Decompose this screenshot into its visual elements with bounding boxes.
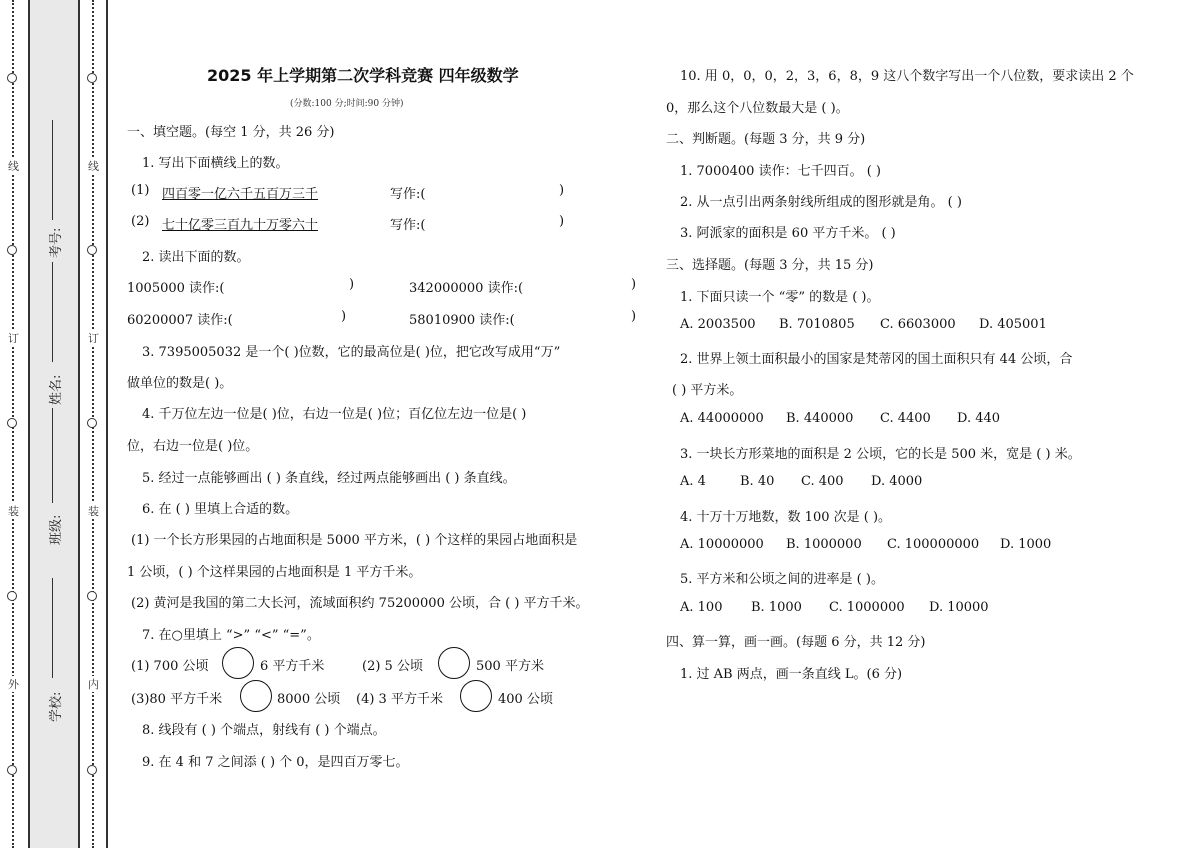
draw-q1-stem: 1. 过 AB 两点，画一条直线 L。(6 分): [680, 667, 903, 682]
choice-q4-option-d[interactable]: D. 1000: [1000, 537, 1052, 552]
q2-item-1: 1005000 读作:(: [127, 281, 225, 296]
exam-subtitle: (分数:100 分;时间:90 分钟): [290, 99, 404, 109]
choice-q3-option-d[interactable]: D. 4000: [871, 474, 923, 489]
choice-q2-line-2: ( ) 平方米。: [672, 383, 743, 398]
choice-q3-option-b[interactable]: B. 40: [740, 474, 775, 489]
outer-mark-wai: 外: [8, 678, 19, 691]
inner-hole-mark: [87, 591, 97, 601]
q7-item-1-compare-circle[interactable]: [222, 647, 254, 679]
choice-q1-option-d[interactable]: D. 405001: [979, 317, 1047, 332]
q10-line-2: 0，那么这个八位数最大是 ( )。: [666, 101, 849, 116]
outer-hole-mark: [7, 765, 17, 775]
q1b-number-text: 七十亿零三百九十万零六十: [162, 218, 319, 233]
q7-item-3-left: (3)80 平方千米: [131, 692, 223, 707]
q1b-prefix: (2): [131, 214, 150, 229]
choice-q3-option-a[interactable]: A. 4: [680, 474, 706, 489]
binding-strip: [0, 0, 108, 848]
q1a-prefix: (1): [131, 183, 150, 198]
choice-q4-option-a[interactable]: A. 10000000: [680, 537, 764, 552]
outer-mark-zhuang: 装: [8, 505, 19, 518]
outer-mark-xian: 线: [8, 160, 19, 173]
inner-mark-xian: 线: [88, 160, 99, 173]
q3-line-1: 3. 7395005032 是一个( )位数，它的最高位是( )位，把它改写成用“万”: [142, 345, 561, 360]
inner-hole-mark: [87, 73, 97, 83]
q7-item-4-compare-circle[interactable]: [460, 680, 492, 712]
q4-line-2: 位，右边一位是( )位。: [127, 439, 259, 454]
q5: 5. 经过一点能够画出 ( ) 条直线，经过两点能够画出 ( ) 条直线。: [142, 471, 516, 486]
choice-q1-option-c[interactable]: C. 6603000: [880, 317, 956, 332]
choice-q4-option-b[interactable]: B. 1000000: [786, 537, 862, 552]
q8: 8. 线段有 ( ) 个端点，射线有 ( ) 个端点。: [142, 723, 386, 738]
judge-item-3: 3. 阿派家的面积是 60 平方千米。 ( ): [680, 226, 896, 241]
judge-item-1: 1. 7000400 读作：七千四百。 ( ): [680, 164, 881, 179]
choice-q5-option-d[interactable]: D. 10000: [929, 600, 989, 615]
q1-stem: 1. 写出下面横线上的数。: [142, 156, 289, 171]
choice-q5-option-b[interactable]: B. 1000: [751, 600, 802, 615]
choice-q1-option-b[interactable]: B. 7010805: [779, 317, 855, 332]
exam-no-label: 考号:: [49, 227, 64, 258]
choice-q1-option-a[interactable]: A. 2003500: [680, 317, 756, 332]
q7-item-1-right: 6 平方千米: [260, 659, 325, 674]
q7-item-4-left: (4) 3 平方千米: [356, 692, 443, 707]
q1a-answer-close: ): [559, 183, 565, 198]
choice-q4-option-c[interactable]: C. 100000000: [887, 537, 980, 552]
inner-mark-nei: 内: [88, 678, 99, 691]
choice-q3-stem: 3. 一块长方形菜地的面积是 2 公顷，它的长是 500 米，宽是 ( ) 米。: [680, 447, 1081, 462]
choice-q2-option-d[interactable]: D. 440: [957, 411, 1001, 426]
choice-q4-stem: 4. 十万十万地数，数 100 次是 ( )。: [680, 510, 892, 525]
choice-q1-stem: 1. 下面只读一个 “零” 的数是 ( )。: [680, 290, 880, 305]
q6a-line-1: (1) 一个长方形果园的占地面积是 5000 平方米，( ) 个这样的果园占地面积是: [131, 533, 578, 548]
q2-item-2: 342000000 读作:(: [409, 281, 524, 296]
q7-item-3-compare-circle[interactable]: [240, 680, 272, 712]
q6a-line-2: 1 公顷，( ) 个这样果园的占地面积是 1 平方千米。: [127, 565, 422, 580]
section-4-heading: 四、算一算，画一画。(每题 6 分，共 12 分): [666, 635, 926, 650]
choice-q5-option-c[interactable]: C. 1000000: [829, 600, 905, 615]
q1a-write-label: 写作:(: [390, 187, 426, 202]
q2-item-1-close: ): [349, 277, 355, 292]
q2-item-2-close: ): [631, 277, 637, 292]
outer-mark-ding: 订: [8, 332, 19, 345]
q9: 9. 在 4 和 7 之间添 ( ) 个 0，是四百万零七。: [142, 755, 409, 770]
outer-hole-mark: [7, 591, 17, 601]
q1b-write-label: 写作:(: [390, 218, 426, 233]
outer-hole-mark: [7, 73, 17, 83]
choice-q2-line-1: 2. 世界上领土面积最小的国家是梵蒂冈的国土面积只有 44 公顷，合: [680, 352, 1073, 367]
inner-hole-mark: [87, 418, 97, 428]
name-label: 姓名:: [49, 374, 64, 405]
q4-line-1: 4. 千万位左边一位是( )位，右边一位是( )位；百亿位左边一位是( ): [142, 407, 527, 422]
school-field[interactable]: [52, 578, 53, 678]
judge-item-2: 2. 从一点引出两条射线所组成的图形就是角。 ( ): [680, 195, 962, 210]
class-field[interactable]: [52, 408, 53, 503]
inner-hole-mark: [87, 245, 97, 255]
q7-item-3-right: 8000 公顷: [277, 692, 341, 707]
q7-item-2-compare-circle[interactable]: [438, 647, 470, 679]
q6b: (2) 黄河是我国的第二大长河，流域面积约 75200000 公顷，合 ( ) 平方千米。: [131, 596, 589, 611]
school-label: 学校:: [49, 691, 64, 722]
section-1-heading: 一、填空题。(每空 1 分，共 26 分): [127, 125, 335, 140]
q7-item-2-right: 500 平方米: [476, 659, 544, 674]
section-2-heading: 二、判断题。(每题 3 分，共 9 分): [666, 132, 866, 147]
margin-border: [106, 0, 108, 848]
inner-mark-zhuang: 装: [88, 505, 99, 518]
exam-title: 2025 年上学期第二次学科竞赛 四年级数学: [207, 66, 519, 85]
q6-stem: 6. 在 ( ) 里填上合适的数。: [142, 502, 299, 517]
q3-line-2: 做单位的数是( )。: [127, 376, 233, 391]
choice-q5-stem: 5. 平方米和公顷之间的进率是 ( )。: [680, 572, 884, 587]
exam-no-field[interactable]: [52, 120, 53, 220]
choice-q3-option-c[interactable]: C. 400: [801, 474, 844, 489]
q7-item-4-right: 400 公顷: [498, 692, 553, 707]
class-label: 班级:: [49, 514, 64, 545]
outer-hole-mark: [7, 418, 17, 428]
q2-item-4-close: ): [631, 309, 637, 324]
inner-hole-mark: [87, 765, 97, 775]
inner-mark-ding: 订: [88, 332, 99, 345]
q2-item-3-close: ): [341, 309, 347, 324]
q7-item-2-left: (2) 5 公顷: [362, 659, 423, 674]
q2-stem: 2. 读出下面的数。: [142, 250, 250, 265]
q2-item-4: 58010900 读作:(: [409, 313, 515, 328]
q7-stem: 7. 在○里填上 “>” “<” “=”。: [142, 628, 320, 643]
outer-hole-mark: [7, 245, 17, 255]
band-right-border: [78, 0, 80, 848]
section-3-heading: 三、选择题。(每题 3 分，共 15 分): [666, 258, 874, 273]
name-field[interactable]: [52, 262, 53, 362]
choice-q2-option-c[interactable]: C. 4400: [880, 411, 931, 426]
band-left-border: [28, 0, 30, 848]
choice-q5-option-a[interactable]: A. 100: [680, 600, 723, 615]
q7-item-1-left: (1) 700 公顷: [131, 659, 209, 674]
choice-q2-option-b[interactable]: B. 440000: [786, 411, 854, 426]
q10-line-1: 10. 用 0，0，0，2，3，6，8，9 这八个数字写出一个八位数，要求读出 2 个: [680, 69, 1134, 84]
q1b-answer-close: ): [559, 214, 565, 229]
choice-q2-option-a[interactable]: A. 44000000: [680, 411, 764, 426]
q1a-number-text: 四百零一亿六千五百万三千: [162, 187, 319, 202]
q2-item-3: 60200007 读作:(: [127, 313, 233, 328]
